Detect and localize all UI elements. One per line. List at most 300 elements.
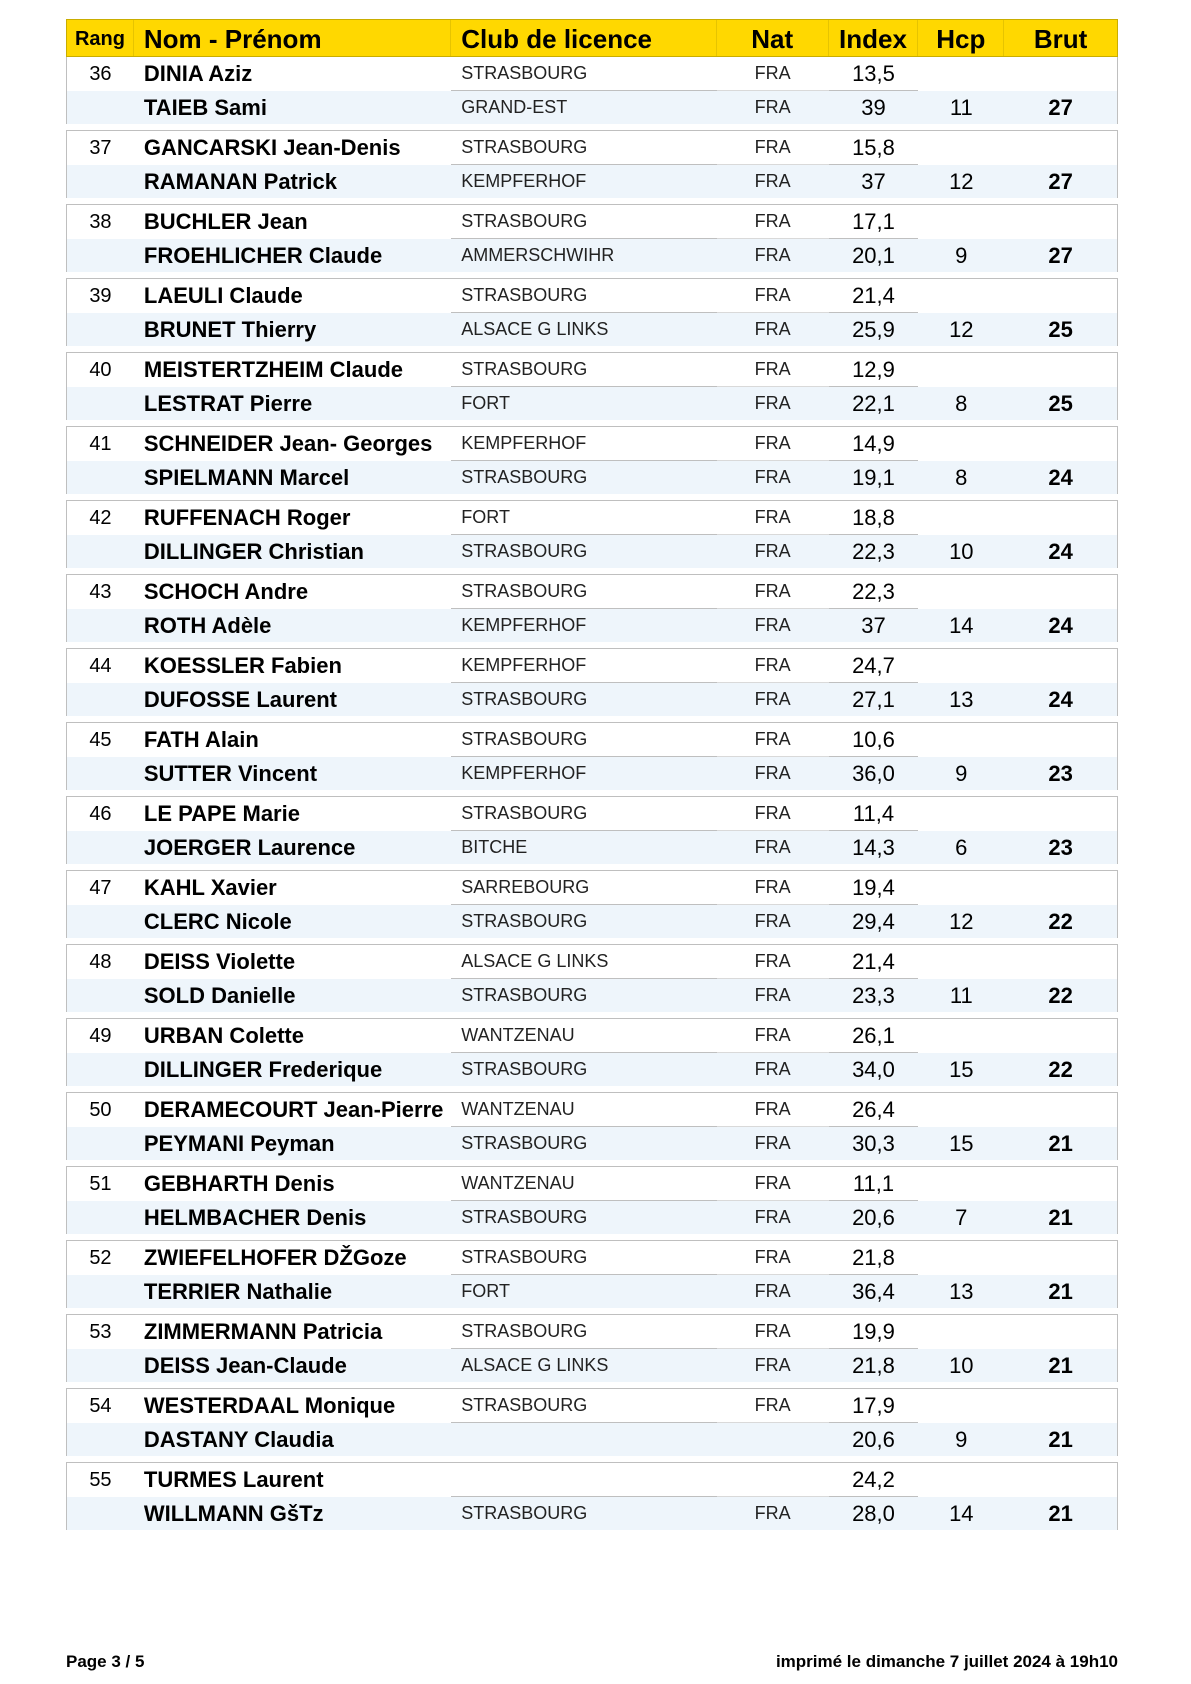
cell-brut: 21 [1048,1278,1073,1304]
cell-hcp: 13 [949,686,974,712]
table-row [67,797,1117,831]
cell-rang: 41 [89,432,112,455]
cell-hcp: 8 [955,464,968,490]
cell-hcp [918,797,1004,831]
cell-index: 19,4 [829,871,919,905]
cell-rang [67,91,134,124]
cell-hcp: 12 [949,316,974,342]
cell-nat: FRA [717,57,829,91]
cell-nom: WILLMANN GšTz [143,1500,324,1526]
cell-nat: FRA [754,97,791,117]
pair-group [66,722,1118,790]
cell-index: 26,1 [829,1019,919,1053]
cell-nat: FRA [717,649,829,683]
pair-group [66,1092,1118,1160]
cell-nat: FRA [754,763,791,783]
cell-hcp: 12 [949,168,974,194]
table-row [67,1053,1117,1086]
cell-rang [67,979,134,1012]
cell-nom: ROTH Adèle [143,612,272,638]
cell-club: BITCHE [461,837,528,857]
cell-brut [1004,1167,1117,1201]
table-row [67,979,1117,1012]
cell-club: KEMPFERHOF [451,427,717,461]
table-row [67,649,1117,683]
cell-index: 11,1 [829,1167,919,1201]
cell-index: 22,1 [852,390,895,416]
cell-nom: URBAN Colette [143,1023,304,1048]
cell-index: 27,1 [852,686,895,712]
cell-club: STRASBOURG [451,279,717,313]
cell-hcp: 10 [949,1352,974,1378]
cell-nat: FRA [754,541,791,561]
cell-club: GRAND-EST [461,97,568,117]
cell-club: ALSACE G LINKS [451,945,717,979]
cell-index: 14,3 [852,834,895,860]
cell-index: 36,4 [852,1278,895,1304]
table-row [67,945,1117,979]
results-table [66,19,1118,1530]
cell-nom: ZWIEFELHOFER DŽGoze [143,1245,407,1270]
cell-index: 37 [861,612,886,638]
cell-hcp [918,945,1004,979]
cell-index: 19,1 [852,464,895,490]
cell-nom: RUFFENACH Roger [143,505,351,530]
pair-group [66,574,1118,642]
cell-club: STRASBOURG [451,723,717,757]
cell-brut [1004,575,1117,609]
cell-hcp [918,871,1004,905]
cell-index: 13,5 [829,57,919,91]
cell-hcp: 9 [955,242,968,268]
cell-nat: FRA [754,1059,791,1079]
cell-nom: DUFOSSE Laurent [143,686,338,712]
cell-club [451,1463,717,1497]
pair-group [66,352,1118,420]
cell-index: 21,4 [829,279,919,313]
cell-hcp: 14 [949,612,974,638]
cell-rang: 40 [89,358,112,381]
cell-nom: DASTANY Claudia [143,1426,334,1452]
cell-club: STRASBOURG [451,57,717,91]
cell-brut [1004,871,1117,905]
cell-nat: FRA [717,1389,829,1423]
cell-brut [1004,1315,1117,1349]
cell-brut [1004,1019,1117,1053]
cell-brut [1004,501,1117,535]
cell-index: 21,4 [829,945,919,979]
header-nat: Nat [717,20,829,56]
cell-hcp [918,205,1004,239]
table-row [67,387,1117,420]
cell-hcp: 15 [949,1056,974,1082]
cell-club: STRASBOURG [461,985,588,1005]
cell-index: 26,4 [829,1093,919,1127]
cell-brut [1004,797,1117,831]
cell-index: 20,6 [852,1204,895,1230]
table-row [67,1349,1117,1382]
cell-rang: 42 [89,506,112,529]
cell-club: STRASBOURG [451,1389,717,1423]
cell-index: 28,0 [852,1500,895,1526]
cell-rang [67,1201,134,1234]
cell-nat: FRA [754,467,791,487]
cell-index: 10,6 [829,723,919,757]
cell-brut: 21 [1048,1500,1073,1526]
cell-rang [67,1053,134,1086]
pair-group [66,500,1118,568]
cell-hcp [918,353,1004,387]
cell-brut: 27 [1048,242,1073,268]
table-row [67,205,1117,239]
pair-group [66,870,1118,938]
cell-brut: 27 [1048,168,1073,194]
cell-brut [1004,205,1117,239]
cell-rang [67,313,134,346]
cell-club [451,1423,717,1456]
cell-nat: FRA [717,205,829,239]
cell-brut: 23 [1048,834,1073,860]
cell-nat [717,1463,829,1497]
table-row [67,1241,1117,1275]
table-row [67,1315,1117,1349]
cell-nom: SPIELMANN Marcel [143,464,350,490]
table-row [67,1127,1117,1160]
cell-rang [67,1497,134,1530]
cell-brut: 25 [1048,390,1073,416]
table-row [67,831,1117,864]
cell-rang: 51 [89,1172,112,1195]
cell-index: 20,1 [852,242,895,268]
cell-brut: 21 [1048,1204,1073,1230]
pair-group [66,204,1118,272]
cell-nom: MEISTERTZHEIM Claude [143,357,403,382]
header-rang: Rang [67,20,134,56]
cell-brut: 23 [1048,760,1073,786]
table-row [67,313,1117,346]
cell-rang: 38 [89,210,112,233]
table-row [67,1093,1117,1127]
table-row [67,1497,1117,1530]
cell-club: STRASBOURG [461,1059,588,1079]
cell-rang [67,1275,134,1308]
cell-brut [1004,945,1117,979]
cell-nom: SCHOCH Andre [143,579,309,604]
cell-rang [67,165,134,198]
table-row [67,239,1117,272]
table-row [67,131,1117,165]
cell-club: WANTZENAU [451,1167,717,1201]
cell-nat: FRA [754,837,791,857]
table-row [67,1019,1117,1053]
cell-brut [1004,131,1117,165]
cell-rang [67,609,134,642]
cell-club: STRASBOURG [461,1133,588,1153]
cell-nat: FRA [717,945,829,979]
table-row [67,165,1117,198]
cell-rang [67,757,134,790]
cell-hcp [918,1167,1004,1201]
table-row [67,871,1117,905]
cell-club: STRASBOURG [461,911,588,931]
page-number: Page 3 / 5 [66,1652,145,1671]
cell-nom: TURMES Laurent [143,1467,324,1492]
pair-group [66,944,1118,1012]
cell-hcp [918,575,1004,609]
pair-group [66,130,1118,198]
cell-rang: 53 [89,1320,112,1343]
table-row [67,461,1117,494]
cell-hcp [918,1019,1004,1053]
cell-club: STRASBOURG [461,1503,588,1523]
cell-club: KEMPFERHOF [461,615,587,635]
cell-index: 24,7 [829,649,919,683]
cell-nat: FRA [717,797,829,831]
cell-hcp [918,649,1004,683]
table-row [67,757,1117,790]
table-row [67,1201,1117,1234]
cell-hcp [918,131,1004,165]
cell-nat: FRA [717,1241,829,1275]
cell-nat: FRA [754,1503,791,1523]
cell-brut: 24 [1048,686,1073,712]
cell-rang [67,535,134,568]
pair-group [66,278,1118,346]
cell-rang: 43 [89,580,112,603]
cell-club: FORT [461,1281,510,1301]
table-row [67,1463,1117,1497]
cell-nom: DILLINGER Frederique [143,1056,383,1082]
cell-club: KEMPFERHOF [461,171,587,191]
cell-club: STRASBOURG [451,1241,717,1275]
cell-brut: 25 [1048,316,1073,342]
header-hcp: Hcp [918,20,1004,56]
cell-brut: 22 [1048,908,1073,934]
cell-hcp: 14 [949,1500,974,1526]
cell-club: KEMPFERHOF [461,763,587,783]
cell-rang [67,831,134,864]
cell-hcp: 9 [955,1426,968,1452]
cell-nat: FRA [754,689,791,709]
cell-hcp [918,1389,1004,1423]
cell-club: SARREBOURG [451,871,717,905]
cell-hcp: 9 [955,760,968,786]
cell-nat: FRA [717,353,829,387]
cell-nat: FRA [717,131,829,165]
cell-nat: FRA [754,615,791,635]
cell-index: 19,9 [829,1315,919,1349]
cell-index: 11,4 [829,797,919,831]
cell-nom: JOERGER Laurence [143,834,356,860]
cell-nom: RAMANAN Patrick [143,168,338,194]
cell-nat: FRA [754,1133,791,1153]
cell-nat: FRA [754,1355,791,1375]
cell-brut: 24 [1048,538,1073,564]
pair-group [66,1462,1118,1530]
header-nom: Nom - Prénom [134,20,451,56]
cell-nat: FRA [717,1167,829,1201]
cell-rang: 54 [89,1394,112,1417]
cell-index: 22,3 [829,575,919,609]
cell-nom: WESTERDAAL Monique [143,1393,396,1418]
cell-hcp: 10 [949,538,974,564]
cell-nom: FROEHLICHER Claude [143,242,383,268]
cell-brut: 24 [1048,464,1073,490]
cell-index: 17,1 [829,205,919,239]
cell-index: 23,3 [852,982,895,1008]
cell-brut [1004,57,1117,91]
cell-nom: SOLD Danielle [143,982,296,1008]
cell-brut [1004,649,1117,683]
cell-brut: 22 [1048,1056,1073,1082]
pair-group [66,1388,1118,1456]
pair-group [66,648,1118,716]
cell-rang: 52 [89,1246,112,1269]
cell-rang [67,905,134,938]
cell-rang: 55 [89,1468,112,1491]
cell-nom: DEISS Jean-Claude [143,1352,347,1378]
cell-nat: FRA [717,501,829,535]
cell-club: STRASBOURG [461,689,588,709]
cell-nat: FRA [754,911,791,931]
cell-nat: FRA [717,427,829,461]
cell-club: FORT [461,393,510,413]
cell-nat: FRA [717,1093,829,1127]
cell-hcp: 7 [955,1204,968,1230]
cell-nom: LE PAPE Marie [143,801,300,826]
table-row [67,427,1117,461]
cell-brut [1004,279,1117,313]
cell-index: 39 [861,94,886,120]
cell-nom: BUCHLER Jean [143,209,308,234]
cell-nom: BRUNET Thierry [143,316,317,342]
cell-club: STRASBOURG [461,541,588,561]
pair-group [66,426,1118,494]
table-row [67,57,1117,91]
cell-nom: SCHNEIDER Jean- Georges [143,431,433,456]
cell-brut [1004,353,1117,387]
cell-hcp: 11 [949,94,973,120]
cell-nom: KAHL Xavier [143,875,277,900]
cell-index: 30,3 [852,1130,895,1156]
cell-hcp [918,1315,1004,1349]
pair-group [66,1240,1118,1308]
cell-index: 24,2 [829,1463,919,1497]
cell-rang: 37 [89,136,112,159]
cell-hcp: 8 [955,390,968,416]
cell-nom: DEISS Violette [143,949,296,974]
cell-club: FORT [451,501,717,535]
cell-nat: FRA [754,985,791,1005]
cell-nom: KOESSLER Fabien [143,653,342,678]
cell-brut: 21 [1048,1130,1073,1156]
cell-rang [67,387,134,420]
cell-index: 25,9 [852,316,895,342]
cell-nom: CLERC Nicole [143,908,292,934]
cell-nom: TAIEB Sami [143,94,267,120]
cell-index: 21,8 [829,1241,919,1275]
table-row [67,1275,1117,1308]
cell-rang [67,461,134,494]
pair-group [66,1018,1118,1086]
table-row [67,353,1117,387]
cell-hcp [918,723,1004,757]
cell-club: STRASBOURG [451,1315,717,1349]
cell-nat: FRA [717,575,829,609]
table-row [67,1389,1117,1423]
cell-hcp: 13 [949,1278,974,1304]
cell-index: 15,8 [829,131,919,165]
cell-club: STRASBOURG [451,797,717,831]
cell-hcp [918,1093,1004,1127]
cell-nat: FRA [717,871,829,905]
pair-group [66,796,1118,864]
cell-nom: PEYMANI Peyman [143,1130,335,1156]
cell-nom: ZIMMERMANN Patricia [143,1319,383,1344]
print-date: imprimé le dimanche 7 juillet 2024 à 19h10 [775,1652,1118,1671]
cell-club: ALSACE G LINKS [461,1355,609,1375]
pair-group [66,57,1118,124]
table-body [66,57,1118,1530]
cell-index: 34,0 [852,1056,895,1082]
cell-club: STRASBOURG [451,353,717,387]
cell-brut [1004,1241,1117,1275]
header-index: Index [829,20,919,56]
pair-group [66,1166,1118,1234]
cell-nom: DERAMECOURT Jean-Pierre [143,1097,444,1122]
cell-brut: 22 [1048,982,1073,1008]
table-row [67,535,1117,568]
cell-hcp [918,1463,1004,1497]
table-row [67,1423,1117,1456]
cell-nom: DINIA Aziz [143,61,253,86]
cell-nom: LAEULI Claude [143,283,303,308]
cell-hcp: 11 [949,982,973,1008]
cell-rang: 36 [89,62,112,85]
cell-rang: 45 [89,728,112,751]
cell-nom: FATH Alain [143,727,259,752]
cell-nat: FRA [754,245,791,265]
cell-nat: FRA [754,1207,791,1227]
cell-club: STRASBOURG [461,467,588,487]
table-row [67,905,1117,938]
table-header [66,19,1118,57]
cell-index: 29,4 [852,908,895,934]
table-row [67,279,1117,313]
cell-rang [67,1127,134,1160]
table-row [67,683,1117,716]
cell-nat: FRA [717,1315,829,1349]
cell-index: 21,8 [852,1352,895,1378]
cell-nat: FRA [754,1281,791,1301]
table-row [67,609,1117,642]
cell-rang: 47 [89,876,112,899]
cell-nat [717,1423,829,1456]
table-row [67,1167,1117,1201]
table-row [67,501,1117,535]
cell-hcp: 15 [949,1130,974,1156]
cell-brut [1004,427,1117,461]
cell-index: 14,9 [829,427,919,461]
cell-hcp [918,1241,1004,1275]
header-club: Club de licence [451,20,717,56]
table-row [67,91,1117,124]
cell-nom: GEBHARTH Denis [143,1171,335,1196]
cell-nom: TERRIER Nathalie [143,1278,333,1304]
cell-nom: SUTTER Vincent [143,760,318,786]
cell-club: STRASBOURG [451,575,717,609]
cell-rang: 49 [89,1024,112,1047]
